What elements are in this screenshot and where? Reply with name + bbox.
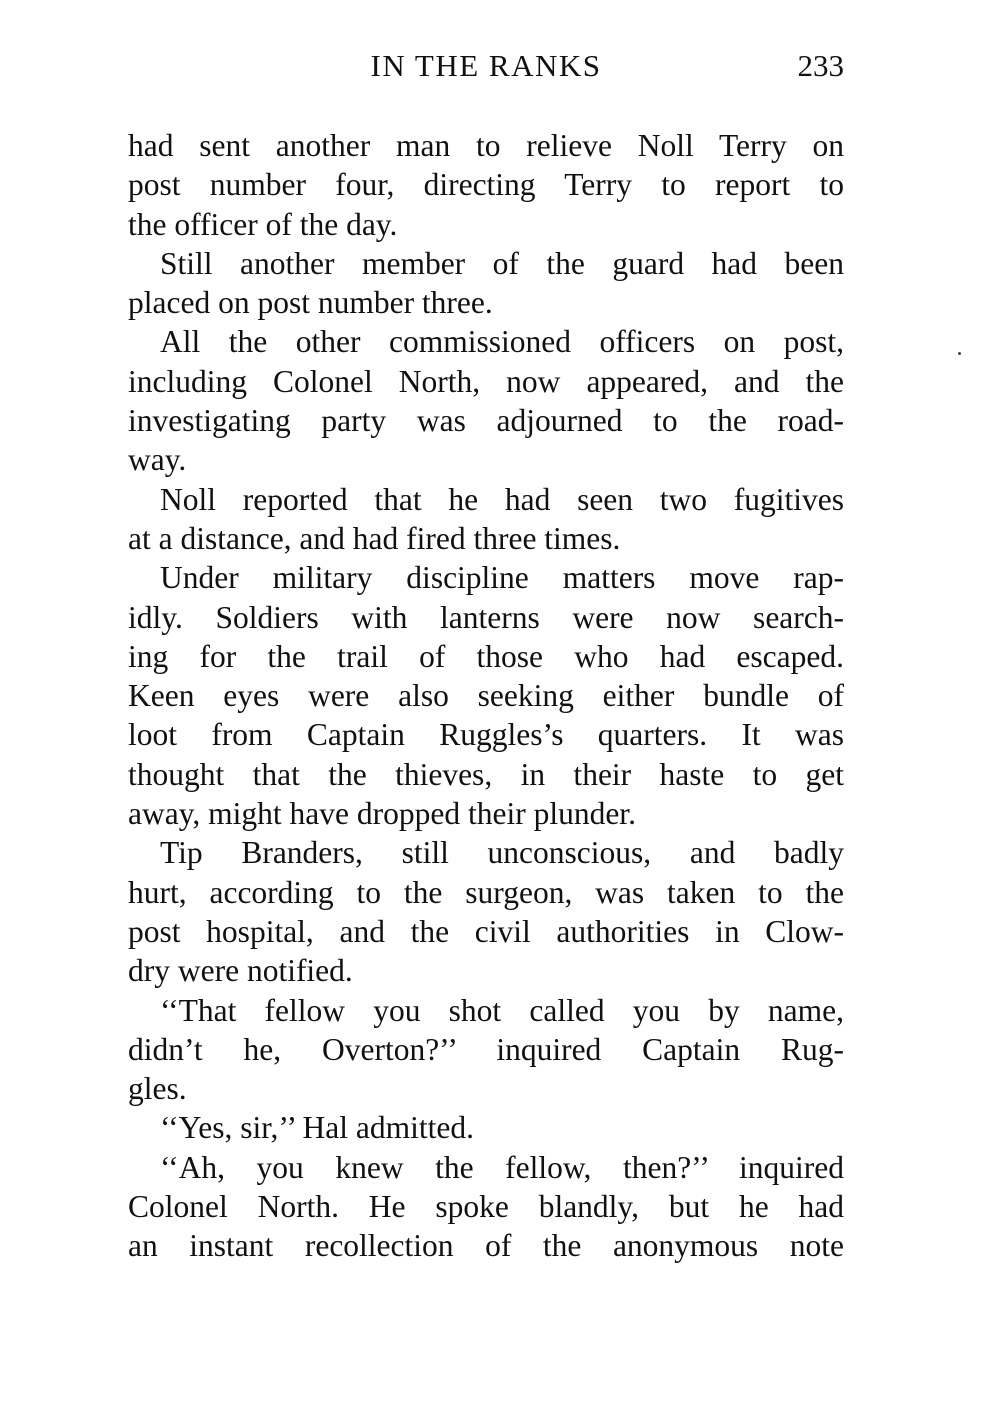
page-number: 233 [797, 48, 844, 83]
text-line: way. [128, 442, 187, 478]
text-line: idly. Soldiers with lanterns were now search- [128, 599, 844, 635]
text-line: Still another member of the guard had been [160, 245, 844, 281]
text-line: ‘‘That fellow you shot called you by name, [160, 992, 844, 1028]
running-title: IN THE RANKS [370, 48, 602, 83]
text-line: post number four, directing Terry to report to [128, 167, 844, 203]
body-text [128, 126, 844, 1266]
text-line: Tip Branders, still unconscious, and badly [160, 835, 844, 871]
text-line: Under military discipline matters move rap- [160, 560, 844, 596]
scan-speck [958, 352, 961, 355]
text-line: Colonel North. He spoke blandly, but he had [128, 1189, 844, 1225]
text-line: an instant recollection of the anonymous note [128, 1228, 844, 1264]
text-line: away, might have dropped their plunder. [128, 796, 636, 832]
text-line: Noll reported that he had seen two fugitives [160, 481, 844, 517]
text-line: ‘‘Yes, sir,’’ Hal admitted. [160, 1110, 474, 1146]
text-line: including Colonel North, now appeared, and the [128, 363, 844, 399]
text-line: the officer of the day. [128, 206, 398, 242]
text-line: ‘‘Ah, you knew the fellow, then?’’ inquired [160, 1149, 844, 1185]
text-line: ing for the trail of those who had escaped. [128, 638, 844, 674]
text-line: loot from Captain Ruggles’s quarters. It was [128, 717, 844, 753]
text-line: placed on post number three. [128, 285, 493, 321]
text-line: post hospital, and the civil authorities in Clow- [128, 913, 844, 949]
text-line: hurt, according to the surgeon, was taken to the [128, 874, 844, 910]
text-line: gles. [128, 1071, 187, 1107]
text-line: All the other commissioned officers on post, [160, 324, 844, 360]
text-line: investigating party was adjourned to the road- [128, 403, 844, 439]
running-head [128, 46, 844, 86]
text-line: at a distance, and had fired three times. [128, 520, 621, 556]
text-line: had sent another man to relieve Noll Terry on [128, 128, 844, 163]
text-line: dry were notified. [128, 953, 353, 989]
text-line: thought that the thieves, in their haste to get [128, 756, 844, 792]
text-line: didn’t he, Overton?’’ inquired Captain Rug- [128, 1031, 844, 1067]
text-line: Keen eyes were also seeking either bundle of [128, 678, 844, 714]
